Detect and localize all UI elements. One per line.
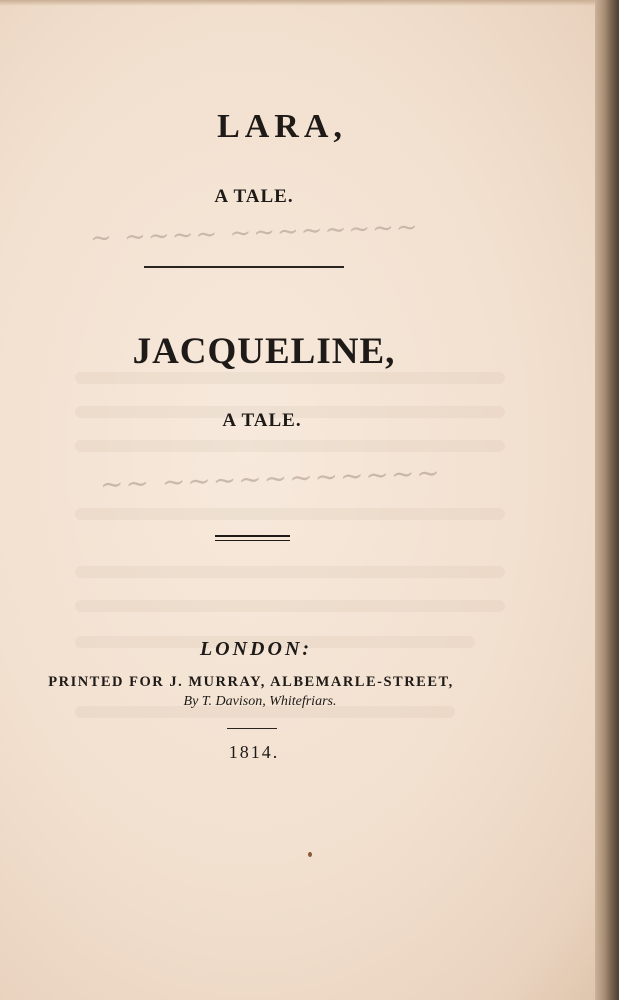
pencil-inscription-mark: ~~ ~~~~~~~~~~~ (99, 456, 443, 501)
show-through-line (75, 600, 505, 612)
show-through-line (75, 566, 505, 578)
imprint-place: LONDON: (199, 638, 313, 660)
title-jacqueline: JACQUELINE, (132, 331, 396, 372)
title-lara: LARA, (217, 108, 347, 145)
short-divider-rule (227, 728, 277, 729)
subtitle-jacqueline: A TALE. (222, 410, 302, 431)
subtitle-lara: A TALE. (214, 186, 294, 207)
imprint-printer: By T. Davison, Whitefriars. (183, 694, 337, 709)
publication-year: 1814. (228, 742, 280, 762)
pencil-inscription-mark: ~ ~~~~ ~~~~~~~~ (89, 212, 421, 254)
show-through-line (75, 440, 505, 452)
divider-rule (144, 266, 344, 268)
foxing-speck (308, 852, 312, 857)
show-through-line (75, 508, 505, 520)
show-through-line (75, 372, 505, 384)
double-divider-rule (215, 535, 290, 541)
imprint-publisher: PRINTED FOR J. MURRAY, ALBEMARLE-STREET, (48, 674, 454, 690)
page-top-edge (0, 0, 595, 6)
book-spine-edge (595, 0, 619, 1000)
